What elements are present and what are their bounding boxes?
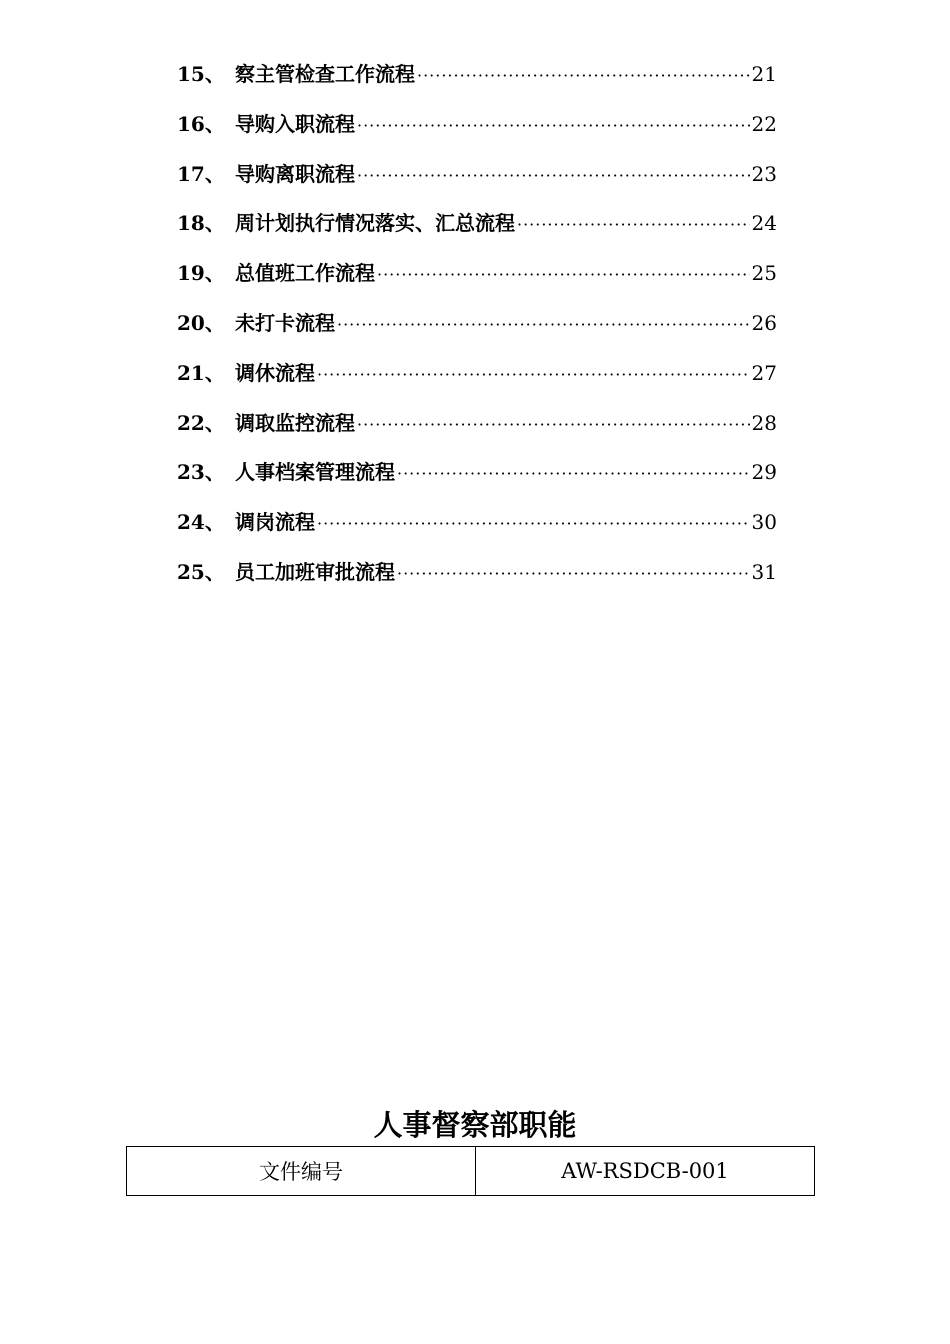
toc-dot-leader — [517, 215, 750, 234]
toc-entry-title: 未打卡流程 — [235, 310, 335, 335]
toc-dot-leader — [317, 365, 750, 384]
table-of-contents — [177, 58, 777, 606]
toc-entry-page: 28 — [751, 410, 777, 435]
toc-dot-leader — [397, 564, 750, 583]
toc-entry-title: 调取监控流程 — [235, 410, 355, 435]
toc-entry-title: 察主管检查工作流程 — [235, 62, 415, 86]
file-number-value: AW-RSDCB-001 — [476, 1147, 815, 1196]
toc-entry-number: 25、 — [177, 559, 225, 584]
toc-entry-page: 23 — [751, 161, 777, 186]
toc-entry-title: 调岗流程 — [235, 510, 315, 535]
toc-dot-leader — [377, 265, 750, 284]
toc-entry[interactable] — [177, 456, 777, 506]
toc-entry-title: 人事档案管理流程 — [235, 460, 395, 485]
toc-entry[interactable] — [177, 108, 777, 158]
toc-dot-leader — [357, 166, 750, 185]
document-info-table — [126, 1146, 815, 1196]
toc-dot-leader — [357, 116, 750, 135]
toc-entry-number: 17、 — [177, 161, 225, 186]
toc-entry-page: 30 — [751, 510, 777, 535]
toc-entry-number: 22、 — [177, 410, 225, 435]
toc-entry-title: 导购离职流程 — [235, 161, 355, 186]
toc-entry-page: 24 — [751, 211, 777, 236]
file-number-label: 文件编号 — [127, 1147, 476, 1196]
toc-entry-page: 25 — [751, 261, 777, 286]
toc-entry[interactable] — [177, 357, 777, 407]
toc-entry-number: 24、 — [177, 510, 225, 535]
toc-entry-number: 20、 — [177, 310, 225, 335]
toc-entry[interactable] — [177, 257, 777, 307]
toc-entry[interactable] — [177, 207, 777, 257]
toc-entry[interactable] — [177, 58, 777, 108]
toc-dot-leader — [317, 514, 750, 533]
toc-dot-leader — [397, 464, 750, 483]
toc-entry-title: 员工加班审批流程 — [235, 559, 395, 584]
toc-dot-leader — [417, 66, 750, 85]
toc-entry-title: 总值班工作流程 — [235, 261, 375, 286]
toc-entry[interactable] — [177, 158, 777, 208]
toc-entry-number: 21、 — [177, 360, 225, 385]
toc-dot-leader — [357, 415, 750, 434]
toc-entry-page: 21 — [751, 62, 777, 86]
toc-dot-leader — [337, 315, 750, 334]
toc-entry-page: 26 — [751, 310, 777, 335]
toc-entry[interactable] — [177, 307, 777, 357]
toc-entry-page: 22 — [751, 111, 777, 136]
toc-entry[interactable] — [177, 556, 777, 606]
toc-entry-page: 29 — [751, 460, 777, 485]
toc-entry-title: 周计划执行情况落实、汇总流程 — [235, 211, 515, 236]
toc-entry-page: 31 — [751, 559, 777, 584]
toc-entry[interactable] — [177, 407, 777, 457]
toc-entry-number: 19、 — [177, 261, 225, 286]
toc-entry-number: 18、 — [177, 211, 225, 236]
toc-entry-number: 16、 — [177, 111, 225, 136]
toc-entry-title: 调休流程 — [235, 360, 315, 385]
toc-entry-number: 15、 — [177, 62, 225, 86]
toc-entry-title: 导购入职流程 — [235, 111, 355, 136]
toc-entry-number: 23、 — [177, 460, 225, 485]
toc-entry[interactable] — [177, 506, 777, 556]
table-row — [127, 1147, 815, 1196]
toc-entry-page: 27 — [751, 360, 777, 385]
document-title: 人事督察部职能 — [373, 1108, 577, 1142]
